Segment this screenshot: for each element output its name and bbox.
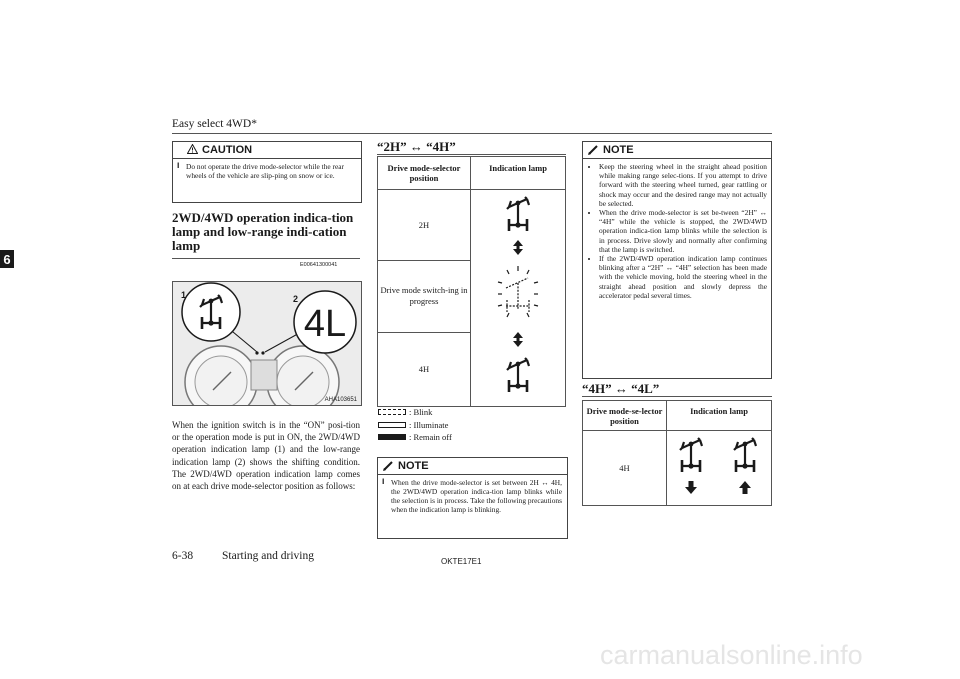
instrument-cluster-illustration bbox=[173, 282, 361, 405]
note-1-bullet: l bbox=[382, 478, 385, 486]
note-1-text: When the drive mode-selector is set between 2H ↔ 4H, the 2WD/4WD operation indica-tion lamp blinks while the selection is in process. Take the following precautions when the indication lamp is blinking. bbox=[391, 478, 562, 515]
callout-1-label: 1 bbox=[181, 290, 187, 300]
page-number: 6-38 bbox=[172, 550, 194, 562]
lamp-pair-illustration bbox=[667, 431, 771, 503]
note-2-label: NOTE bbox=[603, 144, 634, 156]
header-title: Easy select 4WD* bbox=[172, 118, 257, 130]
lamp-sequence-illustration bbox=[471, 190, 565, 404]
blinking-lamp-icon bbox=[498, 266, 538, 317]
row-2h bbox=[378, 190, 471, 261]
row-4h-2-label: 4H bbox=[619, 463, 630, 473]
lamp-legend bbox=[378, 406, 452, 444]
header-rule bbox=[172, 133, 772, 134]
footer-section: Starting and driving bbox=[222, 550, 314, 562]
4h-lamp-icon bbox=[680, 438, 702, 472]
caution-header bbox=[173, 142, 361, 159]
col-header-lamp-2: Indication lamp bbox=[667, 401, 772, 431]
legend-remain-off bbox=[378, 431, 452, 444]
table-2h-4h bbox=[377, 156, 566, 407]
note-2-item: • Keep the steering wheel in the straight ahead position while making range selec-tions. If you attempt to drive forward with the steering wheel turned, gear rattling or shock may occur and the desired range may not actually be selected. bbox=[599, 162, 767, 208]
legend-illuminate-label: : Illuminate bbox=[409, 419, 449, 430]
row-4h bbox=[378, 332, 471, 406]
body-paragraph: When the ignition switch is in the “ON” posi-tion or the operation mode is put in ON, the 2WD/4WD operation indication lamp (1) and the low-range indication lamp (2) shows the shifting condition. The 2WD/4WD operation indication lamp comes on at each drive mode-selector position as follows: bbox=[172, 420, 360, 492]
caution-bullet: l bbox=[177, 162, 180, 170]
subheading-2h-4h: “2H” ↔ “4H” bbox=[377, 139, 456, 154]
row-4h-2 bbox=[583, 431, 667, 506]
subheading-2h-4h-rule bbox=[377, 154, 566, 155]
4l-lamp-icon bbox=[734, 438, 756, 472]
subheading-4h-4l: “4H” ↔ “4L” bbox=[582, 381, 660, 396]
row-switching bbox=[378, 261, 471, 332]
section-rule bbox=[172, 258, 360, 259]
section-title: 2WD/4WD operation indica-tion lamp and low-range indi-cation lamp bbox=[172, 210, 354, 253]
note-pencil-icon bbox=[382, 460, 394, 475]
down-arrow-icon bbox=[685, 481, 697, 494]
legend-illuminate-swatch bbox=[378, 422, 406, 428]
col-header-position-2: Drive mode-se-lector position bbox=[583, 401, 667, 431]
caution-text: Do not operate the drive mode-selector while the rear wheels of the vehicle are slip-ping on snow or ice. bbox=[186, 162, 345, 180]
low-range-lamp-text: 4L bbox=[303, 303, 347, 345]
footer-code: OKTE17E1 bbox=[441, 557, 482, 566]
legend-blink-swatch bbox=[378, 409, 406, 415]
chapter-tab: 6 bbox=[0, 250, 14, 268]
table-4h-4l bbox=[582, 400, 772, 506]
note-2-header bbox=[583, 142, 771, 159]
legend-off-label: : Remain off bbox=[409, 432, 452, 442]
note-box-2 bbox=[582, 141, 772, 379]
subheading-4h-4l-rule bbox=[582, 396, 772, 397]
note-1-label: NOTE bbox=[398, 460, 429, 472]
col-header-lamp: Indication lamp bbox=[471, 157, 566, 190]
legend-blink bbox=[378, 406, 452, 419]
double-arrow-icon bbox=[513, 240, 523, 255]
legend-off-swatch bbox=[378, 434, 406, 440]
legend-blink-label: : Blink bbox=[409, 407, 433, 417]
figure-id: AHA103651 bbox=[324, 397, 357, 403]
row-4h-label: 4H bbox=[418, 364, 430, 375]
lamp-pair-cell bbox=[667, 431, 772, 506]
watermark: carmanualsonline.info bbox=[600, 640, 863, 670]
note-pencil-icon-2 bbox=[587, 144, 599, 159]
up-arrow-icon bbox=[739, 481, 751, 494]
double-arrow-icon-2 bbox=[513, 332, 523, 347]
row-2h-label: 2H bbox=[418, 220, 430, 231]
instrument-cluster-figure bbox=[172, 281, 362, 406]
note-1-header bbox=[378, 458, 567, 475]
2wd-lamp-icon bbox=[507, 197, 529, 231]
col-header-position: Drive mode-selector position bbox=[378, 157, 471, 190]
caution-box bbox=[172, 141, 362, 203]
note-box-1 bbox=[377, 457, 568, 539]
lamp-sequence-cell bbox=[471, 190, 566, 407]
4wd-lamp-icon bbox=[507, 358, 529, 392]
warning-triangle-icon bbox=[187, 144, 198, 157]
legend-illuminate bbox=[378, 419, 452, 432]
note-2-list bbox=[599, 162, 767, 300]
callout-2-label: 2 bbox=[293, 294, 299, 304]
row-switching-label: Drive mode switch-ing in progress bbox=[380, 285, 468, 307]
note-2-item: • When the drive mode-selector is set be-tween “2H” ↔ “4H” while the vehicle is stopped, the 2WD/4WD operation indica-tion lamp blinks while the selection is in process. Drive slowly and normally after confirming that the lamp is switched. bbox=[599, 208, 767, 254]
section-code: E00641300041 bbox=[300, 262, 338, 268]
caution-label: CAUTION bbox=[202, 144, 253, 156]
note-2-item: • If the 2WD/4WD operation indication lamp continues blinking after a “2H” ↔ “4H” selection has been made with the vehicle moving, hold the steering wheel in the straight ahead position and slowly depress the accelerator pedal several times. bbox=[599, 254, 767, 300]
